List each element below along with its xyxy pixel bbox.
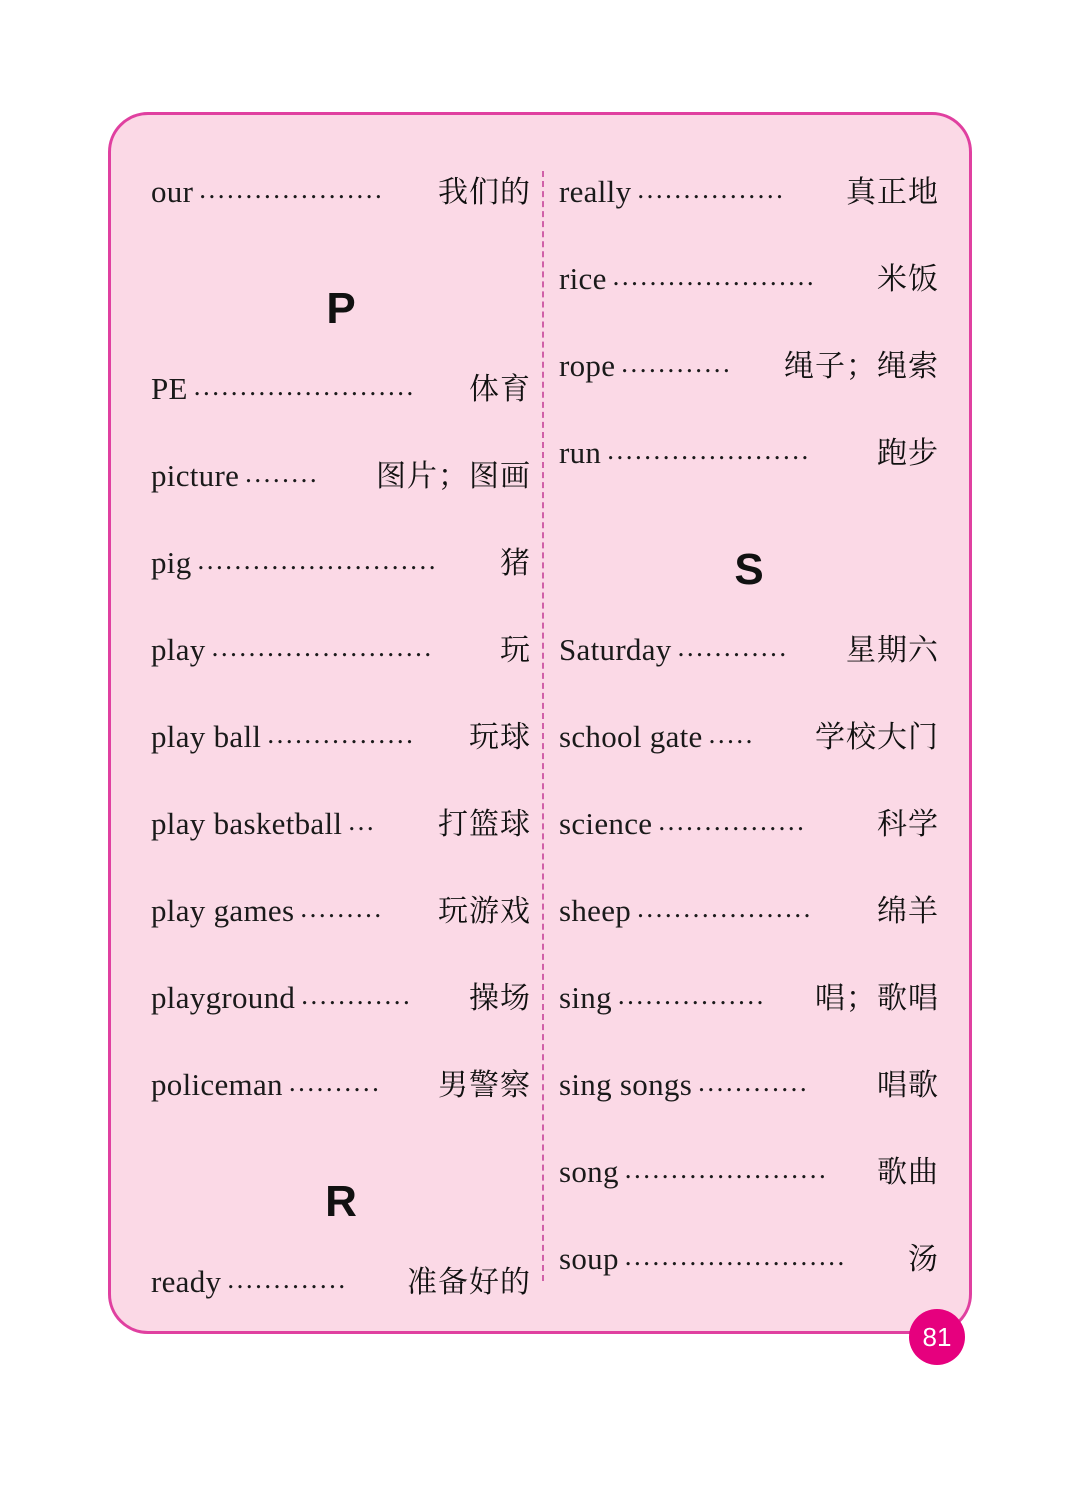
vocabulary-entry — [151, 799, 531, 886]
column-divider — [542, 171, 544, 1281]
entry-leader-dots: ... — [348, 806, 377, 836]
entry-word: science — [559, 806, 653, 841]
entry-word: rope — [559, 348, 616, 383]
entry-word: picture — [151, 458, 240, 493]
entry-translation: 绵羊 — [877, 894, 939, 929]
vocabulary-entry — [559, 1234, 939, 1321]
vocabulary-entry — [559, 254, 939, 341]
entry-leader-dots: ............ — [677, 632, 789, 662]
entry-translation: 真正地 — [846, 175, 939, 210]
entry-translation: 跑步 — [877, 436, 939, 471]
entry-leader-dots: .......................... — [197, 545, 439, 575]
entry-leader-dots: ............ — [621, 348, 733, 378]
vocabulary-entry — [559, 1060, 939, 1147]
entry-translation: 男警察 — [438, 1068, 531, 1103]
vocabulary-entry — [151, 886, 531, 973]
entry-word: play basketball — [151, 806, 343, 841]
vocabulary-entry — [559, 886, 939, 973]
vocabulary-entry — [559, 625, 939, 712]
vocabulary-entry — [151, 364, 531, 451]
entry-translation: 星期六 — [846, 633, 939, 668]
vocabulary-entry — [559, 428, 939, 515]
entry-leader-dots: ................ — [658, 806, 807, 836]
entry-word: song — [559, 1154, 619, 1189]
entry-translation: 唱歌 — [877, 1068, 939, 1103]
vocabulary-entry — [559, 973, 939, 1060]
entry-translation: 绳子；绳索 — [784, 349, 939, 384]
section-letter-heading: R — [325, 1177, 357, 1226]
vocabulary-entry — [151, 1060, 531, 1147]
entry-leader-dots: ................ — [267, 719, 416, 749]
section-letter-heading: P — [326, 284, 356, 333]
vocabulary-column-right — [559, 167, 939, 1321]
entry-leader-dots: ........................ — [193, 371, 416, 401]
entry-translation: 玩球 — [469, 720, 531, 755]
entry-leader-dots: ......... — [300, 893, 384, 923]
entry-word: sing songs — [559, 1067, 693, 1102]
entry-word: policeman — [151, 1067, 283, 1102]
page-number-badge: 81 — [909, 1309, 965, 1365]
vocabulary-entry — [559, 167, 939, 254]
entry-word: play — [151, 632, 206, 667]
entry-leader-dots: ............. — [227, 1264, 348, 1294]
entry-leader-dots: ..... — [708, 719, 755, 749]
entry-word: pig — [151, 545, 192, 580]
entry-word: play games — [151, 893, 295, 928]
entry-translation: 打篮球 — [438, 807, 531, 842]
vocabulary-entry — [559, 799, 939, 886]
entry-leader-dots: ............ — [301, 980, 413, 1010]
vocabulary-entry — [151, 538, 531, 625]
entry-leader-dots: ...................... — [612, 261, 817, 291]
section-letter-heading: S — [734, 545, 764, 594]
entry-translation: 操场 — [469, 981, 531, 1016]
entry-word: Saturday — [559, 632, 672, 667]
entry-word: play ball — [151, 719, 262, 754]
entry-leader-dots: ................ — [637, 174, 786, 204]
entry-word: playground — [151, 980, 296, 1015]
entry-word: ready — [151, 1264, 222, 1299]
entry-word: soup — [559, 1241, 619, 1276]
entry-leader-dots: ........................ — [624, 1241, 847, 1271]
entry-leader-dots: ...................... — [607, 435, 811, 465]
entry-leader-dots: ........................ — [211, 632, 434, 662]
entry-translation: 猪 — [500, 546, 531, 581]
vocabulary-column-left — [151, 167, 531, 1344]
entry-leader-dots: ................ — [617, 980, 766, 1010]
vocabulary-entry — [151, 973, 531, 1060]
entry-leader-dots: ............ — [698, 1067, 810, 1097]
vocabulary-entry — [151, 1257, 531, 1344]
entry-word: our — [151, 174, 194, 209]
entry-translation: 歌曲 — [877, 1155, 939, 1190]
entry-leader-dots: .......... — [288, 1067, 382, 1097]
entry-translation: 玩 — [500, 633, 531, 668]
entry-translation: 我们的 — [438, 175, 531, 210]
entry-word: sing — [559, 980, 612, 1015]
entry-translation: 图片；图画 — [376, 459, 531, 494]
entry-translation: 体育 — [469, 372, 531, 407]
entry-translation: 准备好的 — [407, 1265, 531, 1300]
entry-word: school gate — [559, 719, 703, 754]
entry-word: run — [559, 435, 602, 470]
entry-word: sheep — [559, 893, 632, 928]
entry-leader-dots: ................... — [637, 893, 813, 923]
vocabulary-entry — [559, 341, 939, 428]
entry-translation: 米饭 — [877, 262, 939, 297]
entry-word: really — [559, 174, 632, 209]
entry-translation: 玩游戏 — [438, 894, 531, 929]
entry-leader-dots: ...................... — [624, 1154, 829, 1184]
entry-translation: 唱；歌唱 — [815, 981, 939, 1016]
entry-word: PE — [151, 371, 188, 406]
vocabulary-entry — [559, 1147, 939, 1234]
entry-translation: 汤 — [908, 1242, 939, 1277]
entry-translation: 科学 — [877, 807, 939, 842]
vocabulary-entry — [151, 625, 531, 712]
entry-translation: 学校大门 — [815, 720, 939, 755]
entry-word: rice — [559, 261, 607, 296]
vocabulary-entry — [151, 451, 531, 538]
entry-leader-dots: .................... — [199, 174, 385, 204]
vocabulary-entry — [151, 167, 531, 254]
vocabulary-page — [108, 112, 972, 1352]
vocabulary-entry — [559, 712, 939, 799]
vocabulary-entry — [151, 712, 531, 799]
entry-leader-dots: ........ — [245, 458, 320, 488]
